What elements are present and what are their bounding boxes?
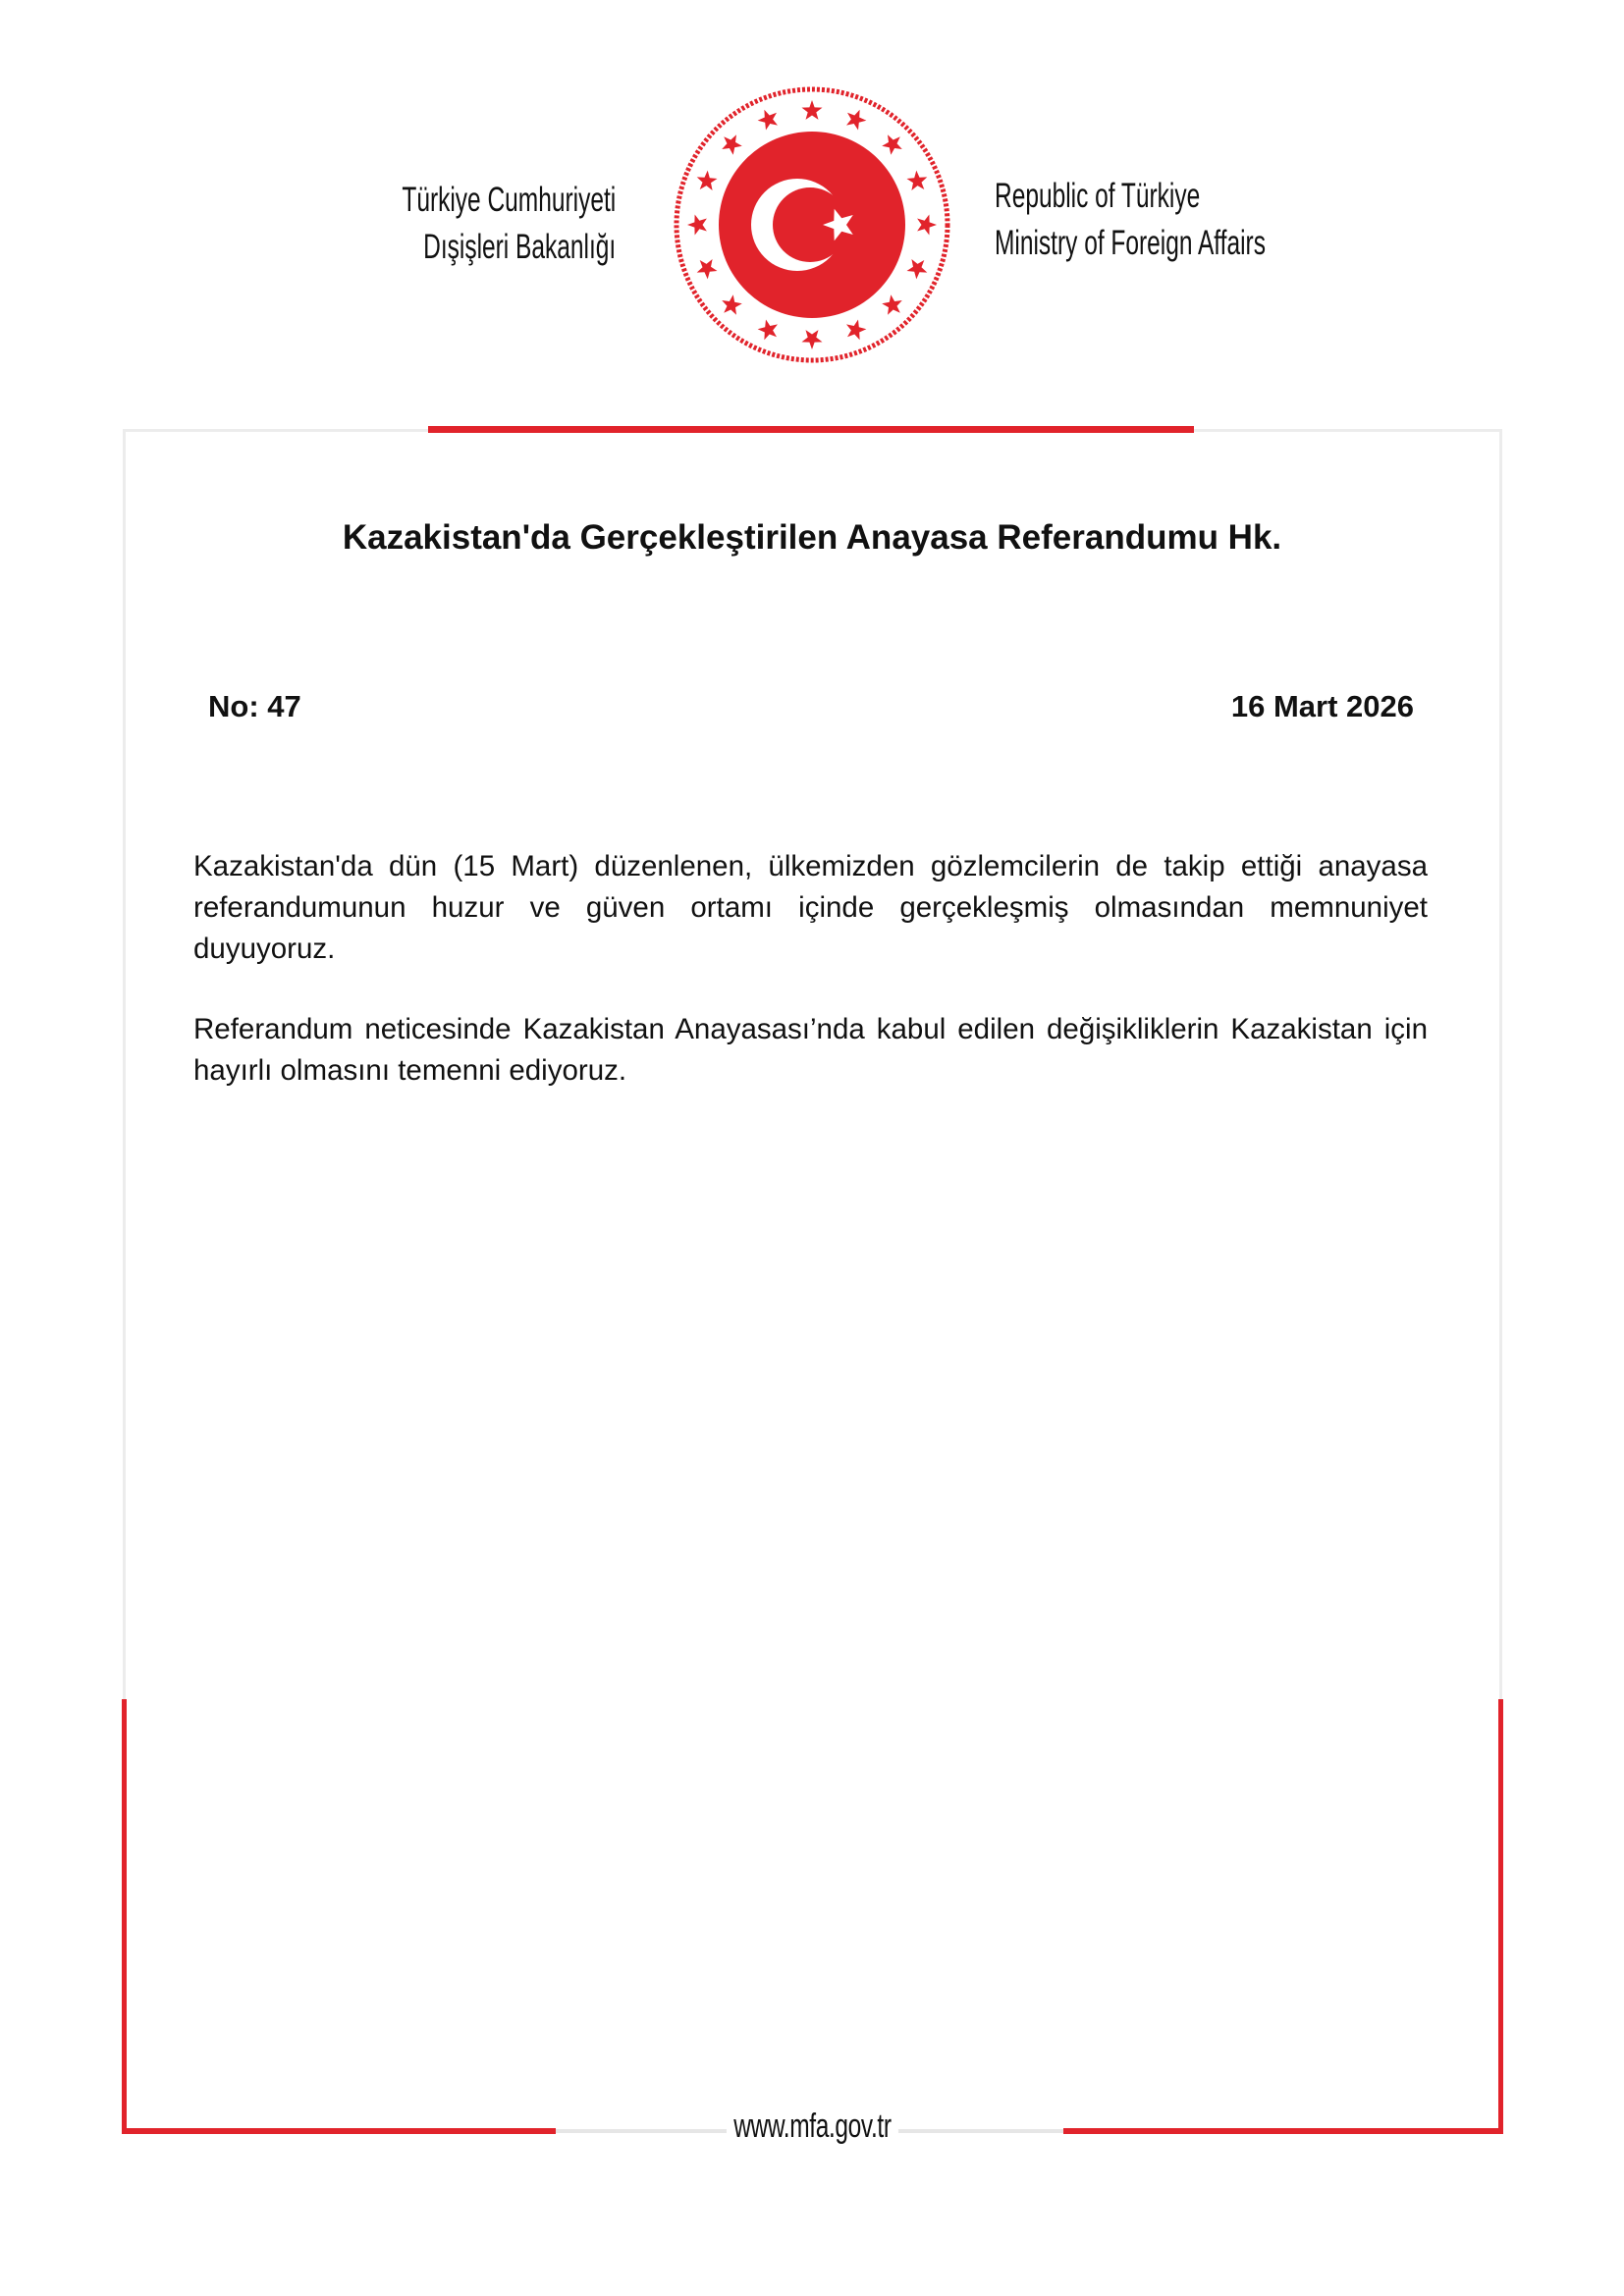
header-ministry-name-en <box>995 173 1266 267</box>
star-icon <box>758 320 778 341</box>
document-title: Kazakistan'da Gerçekleştirilen Anayasa Referandumu Hk. <box>342 518 1282 557</box>
star-icon <box>802 100 823 120</box>
paragraph: Referandum neticesinde Kazakistan Anayasası’nda kabul edilen değişikliklerin Kazakistan için hayırlı olmasını temenni ediyoruz. <box>193 1013 1428 1087</box>
document-number: No: 47 <box>208 689 301 723</box>
ministry-emblem-logo <box>671 83 953 366</box>
header-en-line1: Republic of Türkiye <box>995 177 1201 215</box>
top-red-rule <box>428 426 1194 433</box>
footer-url-link[interactable]: www.mfa.gov.tr <box>727 2108 898 2146</box>
document-date: 16 Mart 2026 <box>1230 689 1414 723</box>
header-ministry-name-tr <box>402 177 616 271</box>
page-frame <box>123 429 1502 2130</box>
header-tr-line2: Dışişleri Bakanlığı <box>422 228 616 266</box>
star-icon <box>907 259 928 279</box>
right-red-rule <box>1498 1699 1503 2133</box>
star-icon <box>697 259 718 279</box>
paragraph: Kazakistan'da dün (15 Mart) düzenlenen, ülkemizden gözlemcilerin de takip ettiği anayasa referandumunun huzur ve güven ortamı içinde gerçekleşmiş olmasından memnuniyet duyuyoruz. <box>193 850 1428 965</box>
star-icon <box>802 330 823 349</box>
document-body <box>193 846 1428 1131</box>
star-icon <box>722 294 742 315</box>
star-icon <box>697 171 718 190</box>
header-tr-line1: Türkiye Cumhuriyeti <box>402 181 616 219</box>
star-icon <box>846 320 866 341</box>
star-icon <box>882 294 902 315</box>
footer <box>0 2108 1624 2146</box>
star-icon <box>907 171 928 190</box>
star-icon <box>722 134 742 155</box>
star-icon <box>882 134 902 155</box>
star-icon <box>758 110 778 131</box>
star-icon <box>917 215 937 236</box>
star-icon <box>846 110 866 131</box>
left-red-rule <box>122 1699 127 2133</box>
star-icon <box>687 215 707 236</box>
header-en-line2: Ministry of Foreign Affairs <box>995 224 1266 262</box>
